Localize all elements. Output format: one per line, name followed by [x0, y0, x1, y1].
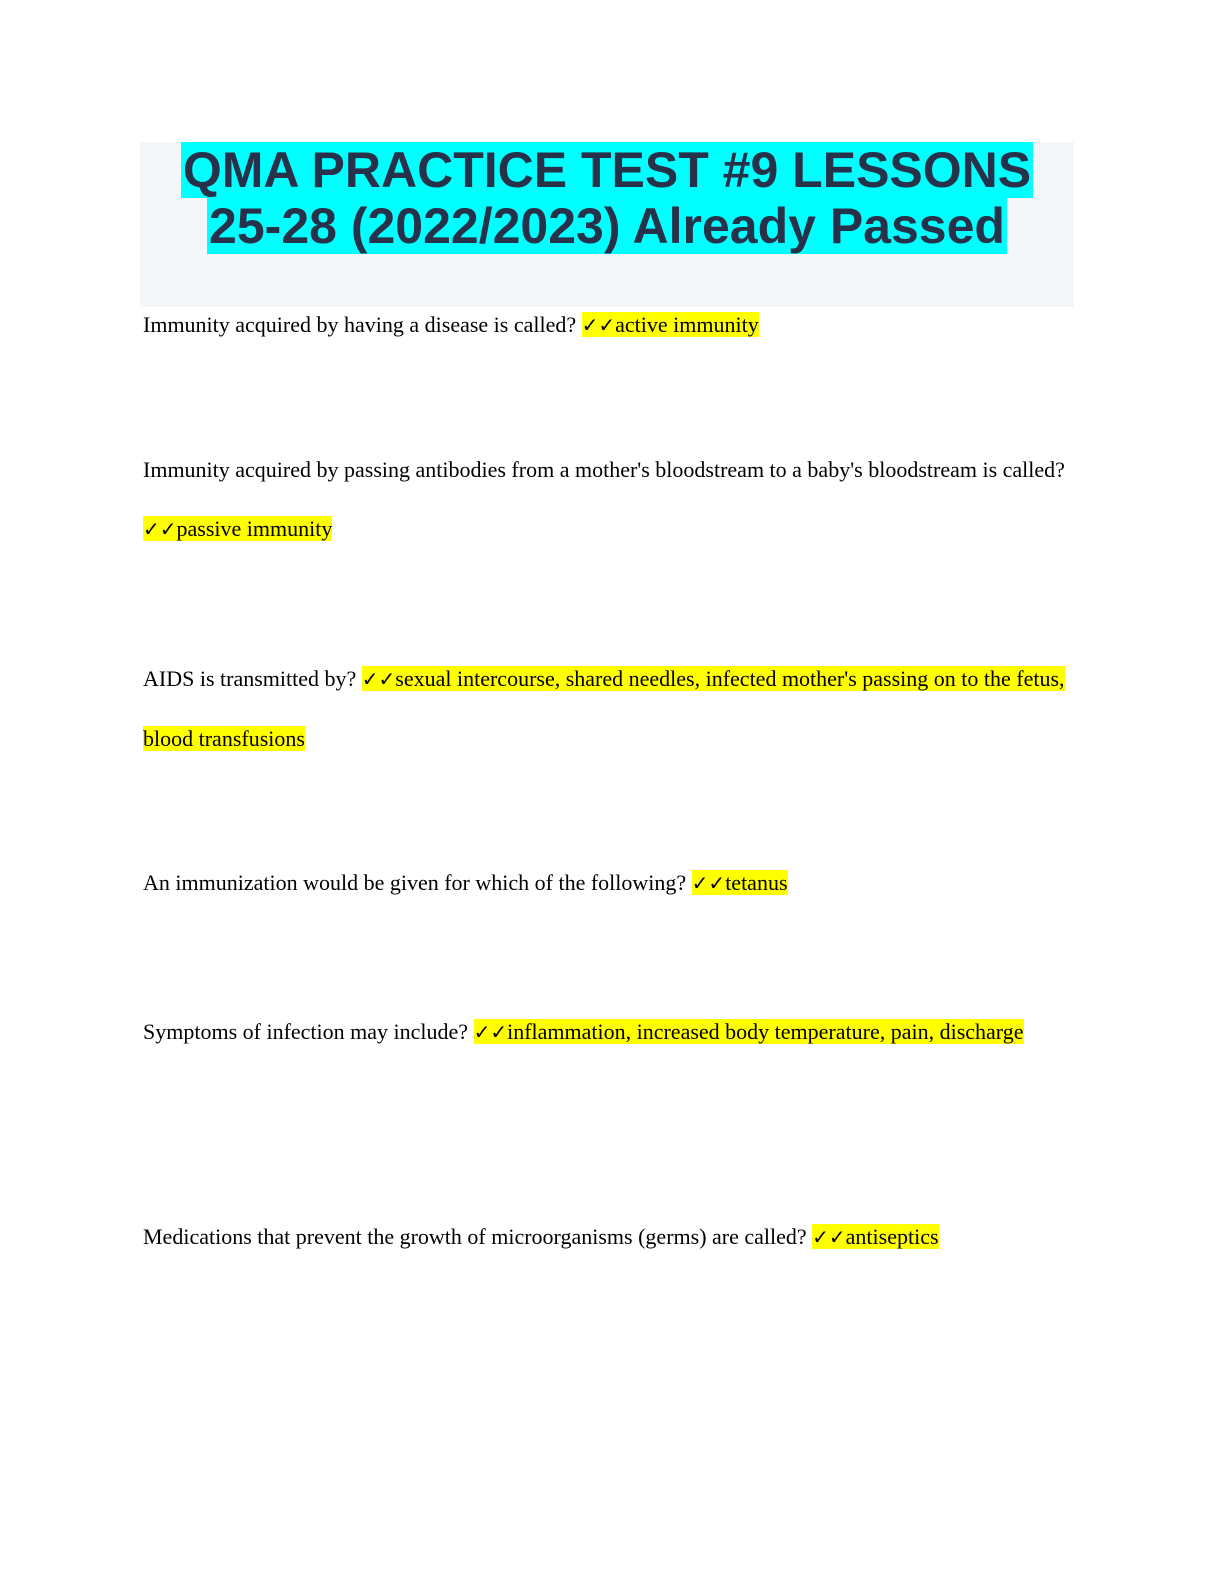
- qa-item-6: [143, 1207, 1078, 1267]
- qa-item-3: [143, 649, 1078, 768]
- question-text: Medications that prevent the growth of microorganisms (germs) are called?: [143, 1224, 813, 1249]
- answer-highlight: [812, 1224, 938, 1249]
- qa-item-5: [143, 1002, 1078, 1062]
- question-text: Immunity acquired by passing antibodies from a mother's bloodstream to a baby's bloodstream is called?: [143, 457, 1065, 482]
- document-title: [140, 142, 1074, 254]
- answer-text: tetanus: [725, 870, 788, 895]
- qa-item-2: [143, 440, 1078, 559]
- answer-highlight: [692, 870, 788, 895]
- question-text: An immunization would be given for which of the following?: [143, 870, 692, 895]
- double-check-icon: ✓✓: [691, 871, 726, 895]
- answer-highlight: [582, 312, 759, 337]
- double-check-icon: ✓✓: [812, 1225, 846, 1249]
- answer-text: sexual intercourse, shared needles, infected mother's passing on to the fetus, blood transfusions: [143, 666, 1065, 751]
- double-check-icon: ✓✓: [143, 517, 177, 541]
- qa-item-4: [143, 853, 1078, 913]
- answer-text: antiseptics: [845, 1224, 939, 1249]
- double-check-icon: ✓✓: [361, 667, 396, 691]
- question-text: Symptoms of infection may include?: [143, 1019, 474, 1044]
- qa-item-1: [143, 295, 1078, 355]
- double-check-icon: ✓✓: [473, 1020, 508, 1044]
- document-title-text: QMA PRACTICE TEST #9 LESSONS 25-28 (2022/2023) Already Passed: [182, 142, 1032, 254]
- question-text: Immunity acquired by having a disease is called?: [143, 312, 582, 337]
- answer-text: passive immunity: [176, 516, 333, 541]
- question-text: AIDS is transmitted by?: [143, 666, 362, 691]
- answer-highlight: [474, 1019, 1024, 1044]
- answer-highlight: [143, 516, 332, 541]
- answer-text: inflammation, increased body temperature, pain, discharge: [507, 1019, 1024, 1044]
- double-check-icon: ✓✓: [581, 313, 616, 337]
- answer-text: active immunity: [615, 312, 759, 337]
